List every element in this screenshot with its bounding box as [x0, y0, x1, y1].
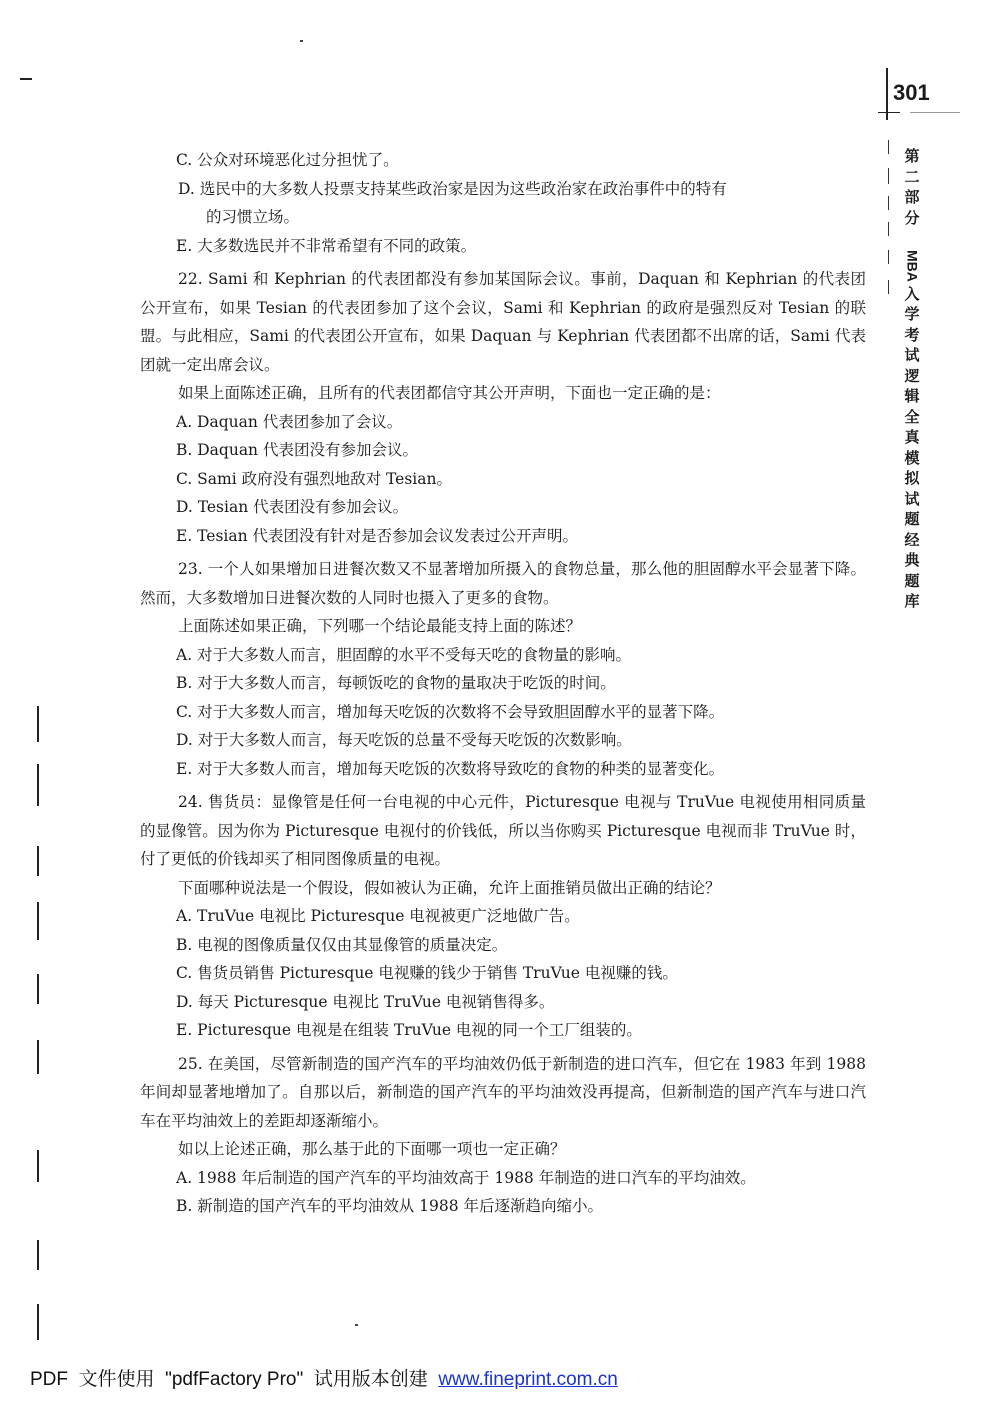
q21-option-e: E. 大多数选民并不非常希望有不同的政策。 — [176, 236, 477, 255]
q23-question: 上面陈述如果正确，下列哪一个结论最能支持上面的陈述？ — [178, 617, 582, 635]
margin-bar — [37, 1040, 39, 1074]
margin-bar — [37, 846, 39, 876]
q22-stem: 22. Sami 和 Kephrian 的代表团都没有参加某国际会议。事前，Daquan 和 Kephrian 的代表团公开宣布，如果 Tesian 的代表团参加了这个会议，Sami 和 Kephrian 的政府是强烈反对 Tesian 的联盟。与此相应，Sami 的代表团公开宣布，如果 Daquan 与 Kephrian 代表团都不出席的话，Sami 代表团就一定出席会议。 — [140, 270, 866, 374]
corner-mark — [20, 78, 32, 80]
side-dash-line — [888, 250, 889, 264]
side-dash-line — [888, 196, 889, 210]
side-dash-line — [888, 140, 889, 154]
side-book-char: 试 — [904, 346, 920, 365]
side-dash-line — [888, 168, 889, 184]
side-book-char: 经 — [904, 530, 920, 549]
q21-option-c: C. 公众对环境恶化过分担忧了。 — [176, 151, 399, 169]
side-book-title — [900, 146, 924, 612]
q21-option-d-text: D. 选民中的大多数人投票支持某些政治家是因为这些政治家在政治事件中的特有 — [178, 179, 727, 198]
q24-option-c: C. 售货员销售 Picturesque 电视赚的钱少于销售 TruVue 电视赚的钱。 — [176, 964, 678, 982]
margin-bar — [37, 706, 39, 742]
side-part-char: 第 — [904, 147, 920, 165]
q23-option-b: B. 对于大多数人而言，每顿饭吃的食物的量取决于吃饭的时间。 — [176, 674, 616, 692]
header-horizontal-rule — [878, 112, 900, 113]
side-book-char: 学 — [904, 305, 920, 324]
q22-option-c: C. Sami 政府没有强烈地敌对 Tesian。 — [176, 469, 452, 488]
side-dash-line — [888, 222, 889, 236]
footer-text: PDF 文件使用 "pdfFactory Pro" 试用版本创建 — [30, 1369, 439, 1390]
q23-option-a: A. 对于大多数人而言，胆固醇的水平不受每天吃的食物量的影响。 — [176, 645, 632, 664]
header-dash-rule — [910, 112, 960, 113]
side-book-char: 题 — [904, 510, 920, 529]
q24-option-d: D. 每天 Picturesque 电视比 TruVue 电视销售得多。 — [176, 992, 555, 1011]
pdf-footer — [30, 1364, 618, 1391]
side-part-char: 部 — [904, 188, 920, 206]
q23-option-e: E. 对于大多数人而言，增加每天吃饭的次数将导致吃的食物的种类的显著变化。 — [176, 759, 725, 778]
q24-option-b: B. 电视的图像质量仅仅由其显像管的质量决定。 — [176, 935, 508, 954]
q25-option-b: B. 新制造的国产汽车的平均油效从 1988 年后逐渐趋向缩小。 — [176, 1197, 604, 1215]
margin-bar — [37, 974, 39, 1004]
side-part-char: 分 — [904, 208, 920, 227]
margin-bar — [37, 1150, 39, 1182]
page-content — [140, 146, 866, 1221]
margin-bar — [37, 1240, 39, 1270]
q24-question: 下面哪种说法是一个假设，假如被认为正确，允许上面推销员做出正确的结论？ — [178, 878, 721, 897]
q25-option-a: A. 1988 年后制造的国产汽车的平均油效高于 1988 年制造的进口汽车的平均油效。 — [176, 1168, 756, 1187]
side-book-char: 题 — [904, 571, 920, 590]
margin-bar — [37, 764, 39, 806]
side-book-char: 辑 — [904, 387, 920, 406]
side-mba-label: MBA — [904, 250, 921, 282]
q21-option-d — [140, 175, 866, 232]
side-book-char: 考 — [904, 325, 920, 344]
q22-option-a: A. Daquan 代表团参加了会议。 — [176, 412, 403, 431]
q22-option-b: B. Daquan 代表团没有参加会议。 — [176, 441, 418, 459]
q23-option-c: C. 对于大多数人而言，增加每天吃饭的次数将不会导致胆固醇水平的显著下降。 — [176, 702, 725, 721]
q24-option-a: A. TruVue 电视比 Picturesque 电视被更广泛地做广告。 — [176, 907, 580, 925]
side-book-char: 全 — [904, 407, 920, 426]
page-number: 301 — [893, 80, 930, 105]
q22-option-d: D. Tesian 代表团没有参加会议。 — [176, 498, 409, 516]
side-book-char: 典 — [904, 551, 920, 570]
q22-option-e: E. Tesian 代表团没有针对是否参加会议发表过公开声明。 — [176, 526, 579, 545]
q23-stem: 23. 一个人如果增加日进餐次数又不显著增加所摄入的食物总量，那么他的胆固醇水平会显著下降。然而，大多数增加日进餐次数的人同时也摄入了更多的食物。 — [140, 560, 866, 607]
footer-link[interactable]: www.fineprint.com.cn — [438, 1369, 618, 1390]
side-part-char: 二 — [904, 167, 920, 186]
q21-option-d-cont: 的习惯立场。 — [206, 208, 300, 226]
side-book-char: 入 — [904, 284, 920, 303]
scan-dot — [355, 1324, 358, 1326]
side-book-char: 库 — [904, 592, 920, 611]
q23-option-d: D. 对于大多数人而言，每天吃饭的总量不受每天吃饭的次数影响。 — [176, 731, 632, 749]
margin-bar — [37, 1304, 39, 1340]
q25-question: 如以上论述正确，那么基于此的下面哪一项也一定正确？ — [178, 1140, 566, 1158]
q24-stem: 24. 售货员：显像管是任何一台电视的中心元件，Picturesque 电视与 TruVue 电视使用相同质量的显像管。因为你为 Picturesque 电视付的价钱低，所以当你购买 Picturesque 电视而非 TruVue 时，付了更低的价钱却买了相同图像质量的电视。 — [140, 793, 866, 868]
q24-option-e: E. Picturesque 电视是在组装 TruVue 电视的同一个工厂组装的。 — [176, 1021, 642, 1039]
side-book-char: 真 — [904, 428, 920, 447]
side-book-char: 模 — [904, 448, 920, 467]
side-book-char: 试 — [904, 489, 920, 508]
side-dash-line — [888, 280, 889, 294]
q22-question: 如果上面陈述正确，且所有的代表团都信守其公开声明，下面也一定正确的是： — [178, 384, 721, 402]
side-book-char: 逻 — [904, 366, 920, 385]
scan-dot — [300, 40, 303, 42]
q25-stem: 25. 在美国，尽管新制造的国产汽车的平均油效仍低于新制造的进口汽车，但它在 1983 年到 1988 年间却显著地增加了。自那以后，新制造的国产汽车的平均油效没再提高，但新制造的国产汽车与进口汽车在平均油效上的差距却逐渐缩小。 — [140, 1054, 866, 1130]
margin-bar — [37, 902, 39, 940]
side-book-char: 拟 — [904, 469, 920, 488]
